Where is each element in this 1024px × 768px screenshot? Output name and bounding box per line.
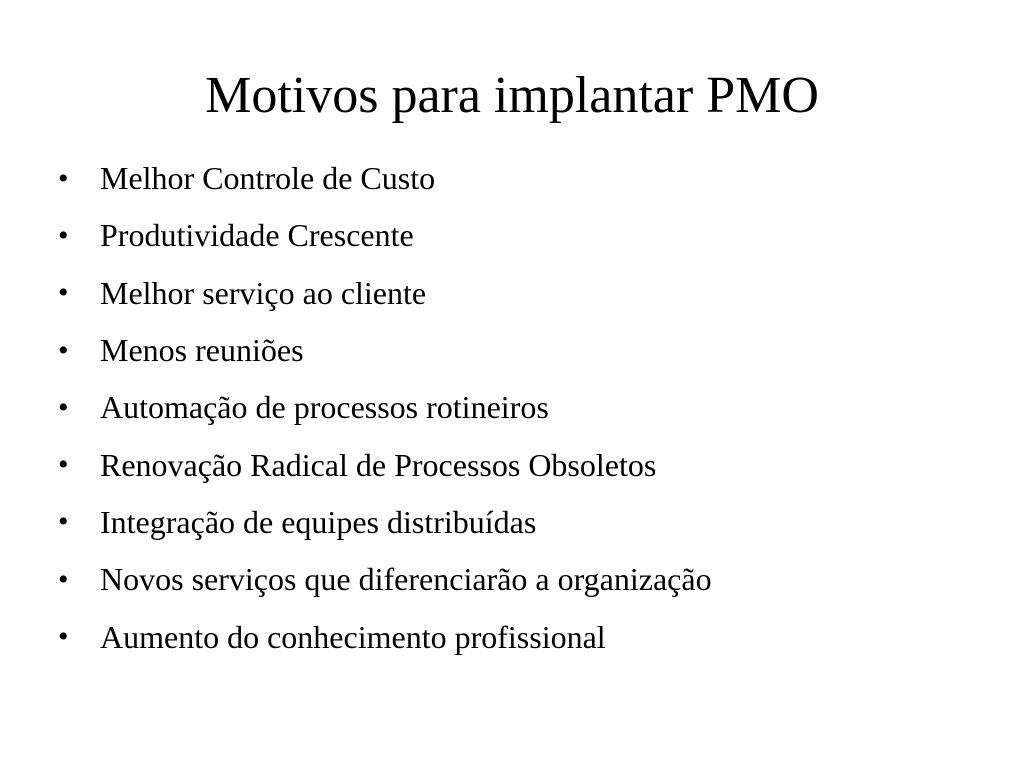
list-item-text: Menos reuniões bbox=[100, 332, 304, 369]
list-item bbox=[58, 322, 998, 379]
list-item bbox=[58, 494, 998, 551]
slide-title: Motivos para implantar PMO bbox=[205, 67, 819, 124]
list-item-text: Renovação Radical de Processos Obsoletos bbox=[100, 446, 657, 483]
bullet-icon: • bbox=[58, 276, 69, 310]
list-item bbox=[58, 207, 998, 264]
list-item-text: Automação de processos rotineiros bbox=[100, 389, 549, 426]
bullet-list bbox=[58, 150, 998, 666]
list-item bbox=[58, 150, 998, 207]
bullet-icon: • bbox=[58, 505, 69, 539]
list-item-text: Melhor serviço ao cliente bbox=[100, 274, 427, 311]
list-item bbox=[58, 551, 998, 608]
list-item-text: Novos serviços que diferenciarão a organização bbox=[100, 561, 712, 598]
bullet-icon: • bbox=[58, 448, 69, 482]
list-item-text: Integração de equipes distribuídas bbox=[100, 503, 537, 540]
list-item-text: Aumento do conhecimento profissional bbox=[100, 618, 606, 655]
list-item bbox=[58, 379, 998, 436]
bullet-icon: • bbox=[58, 161, 69, 195]
list-item bbox=[58, 265, 998, 322]
bullet-icon: • bbox=[58, 218, 69, 252]
list-item bbox=[58, 608, 998, 665]
list-item-text: Melhor Controle de Custo bbox=[100, 160, 436, 197]
bullet-icon: • bbox=[58, 333, 69, 367]
list-item-text: Produtividade Crescente bbox=[100, 217, 414, 254]
bullet-icon: • bbox=[58, 390, 69, 424]
bullet-icon: • bbox=[58, 620, 69, 654]
bullet-icon: • bbox=[58, 562, 69, 596]
list-item bbox=[58, 436, 998, 493]
